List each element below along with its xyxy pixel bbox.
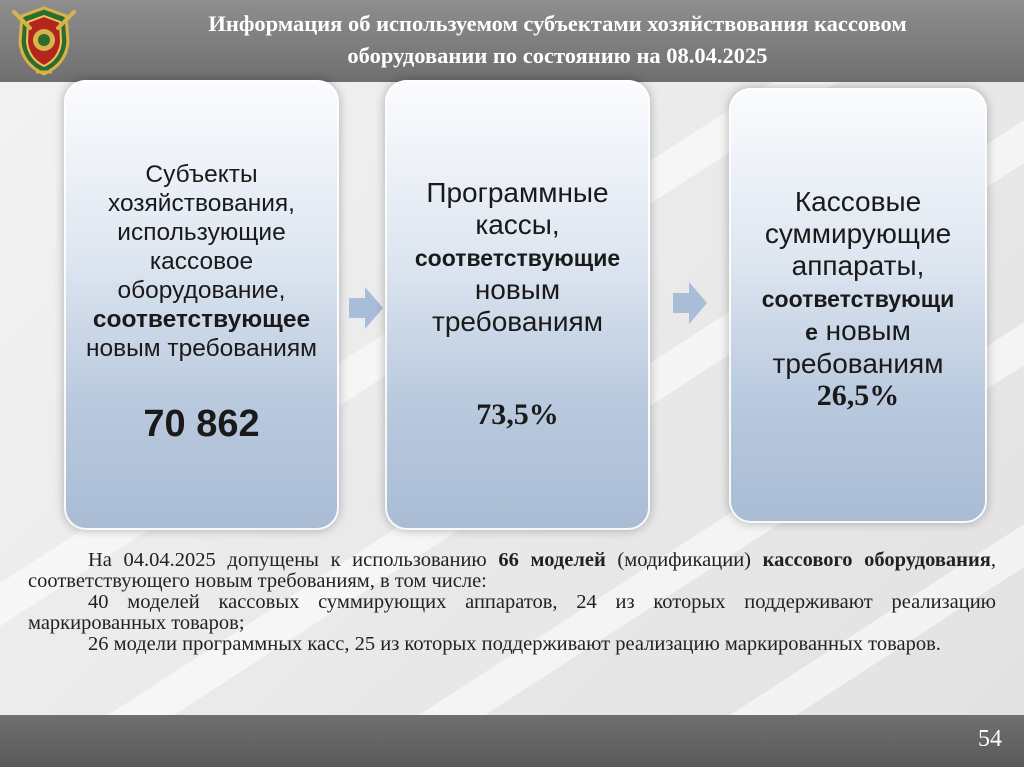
bold-run: кассового оборудования <box>762 549 991 571</box>
summary-paragraph-1 <box>28 550 996 592</box>
card-3-value: 26,5% <box>816 379 900 412</box>
card-2-value: 73,5% <box>476 398 559 431</box>
card-2-line: Программные <box>426 177 609 208</box>
card-1-bold-line: соответствующее <box>92 306 311 333</box>
card-1-line: Субъекты <box>145 161 258 188</box>
page-number: 54 <box>978 726 1002 752</box>
text-run: На 04.04.2025 допущены к использованию <box>88 549 499 571</box>
card-2-line: кассы, <box>475 209 560 240</box>
card-3-bold-line: е <box>805 319 818 345</box>
card-1-line: кассовое <box>149 248 254 275</box>
card-3-bold-line: соответствующи <box>761 286 955 312</box>
arrow-right-icon <box>347 285 385 331</box>
card-2-text <box>391 177 644 338</box>
card-1-line: использующие <box>117 219 286 246</box>
summary-paragraph-3: 26 модели программных касс, 25 из которых поддерживают реализацию маркированных товаров. <box>88 633 941 655</box>
summary-text <box>28 550 996 655</box>
card-1-line: хозяйствования, <box>107 190 295 217</box>
card-1-text <box>70 160 333 363</box>
title-line-2: оборудовании по состоянию на 08.04.2025 <box>347 43 768 68</box>
bold-run: 66 моделей <box>498 549 606 571</box>
footer-bar <box>0 715 1024 767</box>
card-3-line: аппараты, <box>791 250 925 281</box>
card-2-bold-line: соответствующие <box>414 245 621 271</box>
card-1-line: оборудование, <box>117 277 286 304</box>
text-run: , соответствующего новым требованиям, в том числе: <box>28 549 997 592</box>
card-3-line: Кассовые <box>794 186 922 217</box>
card-3-line: суммирующие <box>764 218 952 249</box>
card-2-line: новым <box>474 274 561 305</box>
card-2-line: требованиям <box>432 306 603 337</box>
card-business-entities <box>64 80 339 530</box>
title-line-1: Информация об используемом субъектами хозяйствования кассовом <box>208 11 907 36</box>
page-title <box>95 8 1020 72</box>
header-bar <box>0 0 1024 82</box>
summary-paragraph-2: 40 моделей кассовых суммирующих аппаратов, 24 из которых поддерживают реализацию маркированных товаров; <box>28 591 996 634</box>
card-software-cash-registers <box>385 80 650 530</box>
card-cash-summing-devices <box>729 88 987 523</box>
card-3-line: новым <box>817 315 911 346</box>
text-run: (модификации) <box>605 549 763 571</box>
card-1-line: новым требованиям <box>86 335 317 362</box>
arrow-right-icon <box>671 280 709 326</box>
card-3-line: требованиям <box>772 348 944 379</box>
card-3-text <box>735 186 981 412</box>
emblem-logo <box>6 2 82 78</box>
card-1-value: 70 862 <box>143 403 260 445</box>
